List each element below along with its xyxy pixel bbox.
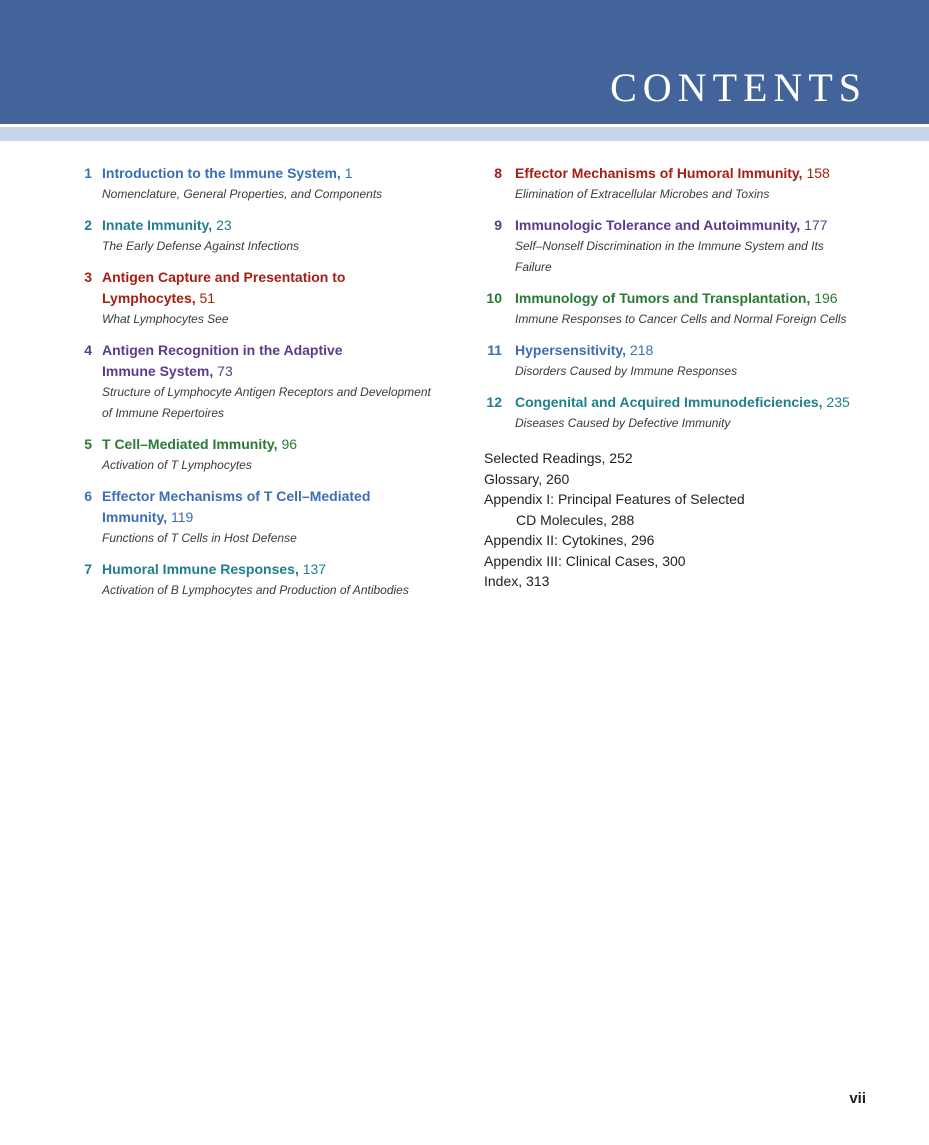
chapter-title-line-2: Immune System, [102, 363, 214, 379]
chapter-subtitle-line-1: Structure of Lymphocyte Antigen Receptors and Development [102, 385, 431, 399]
chapter-page: 51 [199, 290, 216, 306]
chapter-number: 2 [84, 217, 92, 233]
chapter-subtitle: Diseases Caused by Defective Immunity [515, 416, 731, 430]
chapter-title[interactable] [515, 215, 884, 236]
back-matter-item[interactable]: Index, 313 [484, 573, 550, 589]
chapter-page: 73 [217, 363, 233, 379]
toc-entry-chapter-8[interactable] [484, 163, 884, 205]
back-matter-item[interactable]: Appendix III: Clinical Cases, 300 [484, 552, 686, 569]
chapter-subtitle: Nomenclature, General Properties, and Components [102, 187, 383, 201]
chapter-number: 8 [494, 165, 502, 181]
toc-entry-chapter-10[interactable] [484, 288, 884, 330]
chapter-page: 235 [826, 394, 850, 410]
toc-entry-chapter-3[interactable] [78, 267, 458, 330]
chapter-subtitle: Activation of B Lymphocytes and Production of Antibodies [102, 583, 409, 597]
chapter-number: 5 [84, 436, 92, 452]
chapter-title[interactable] [515, 340, 884, 361]
chapter-number: 9 [494, 217, 502, 233]
chapter-page: 96 [281, 436, 298, 452]
chapter-title[interactable] [102, 340, 458, 382]
chapter-number: 11 [487, 342, 502, 358]
toc-entry-chapter-12[interactable] [484, 392, 884, 434]
toc-entry-chapter-9[interactable] [484, 215, 884, 278]
chapter-page: 119 [170, 509, 194, 525]
page-number: vii [849, 1090, 866, 1107]
chapter-page: 196 [814, 290, 838, 306]
toc-entry-chapter-4[interactable] [78, 340, 458, 424]
toc-entry-chapter-2[interactable] [78, 215, 458, 257]
chapter-title[interactable] [102, 559, 458, 580]
toc-entry-chapter-11[interactable] [484, 340, 884, 382]
chapter-subtitle-line-2: Failure [515, 260, 552, 274]
chapter-title[interactable] [102, 215, 458, 236]
chapter-title-text: Congenital and Acquired Immunodeficiencies, [515, 394, 823, 410]
chapter-subtitle: Activation of T Lymphocytes [102, 458, 252, 472]
toc-right-column [484, 163, 884, 592]
chapter-title[interactable] [102, 163, 458, 184]
chapter-title-line-2: Lymphocytes, [102, 290, 196, 306]
chapter-subtitle: Elimination of Extracellular Microbes and Toxins [515, 187, 770, 201]
chapter-number: 4 [84, 342, 92, 358]
chapter-title[interactable] [102, 434, 458, 455]
chapter-page: 177 [804, 217, 828, 233]
chapter-title[interactable] [102, 267, 458, 309]
chapter-number: 3 [84, 269, 92, 285]
chapter-page: 23 [216, 217, 232, 233]
page-title: CONTENTS [610, 65, 867, 110]
toc-entry-chapter-6[interactable] [78, 486, 458, 549]
chapter-subtitle: Immune Responses to Cancer Cells and Normal Foreign Cells [515, 312, 847, 326]
chapter-number: 12 [486, 394, 502, 410]
chapter-subtitle-line-2: of Immune Repertoires [102, 406, 225, 420]
chapter-title-line-1: Effector Mechanisms of T Cell–Mediated [102, 488, 371, 504]
chapter-subtitle: What Lymphocytes See [102, 312, 229, 326]
toc-entry-chapter-1[interactable] [78, 163, 458, 205]
back-matter-item-continued[interactable]: CD Molecules, 288 [516, 511, 635, 528]
header-banner [0, 0, 929, 124]
chapter-subtitle: Functions of T Cells in Host Defense [102, 531, 297, 545]
back-matter-list [484, 448, 884, 592]
chapter-title-text: Hypersensitivity, [515, 342, 627, 358]
chapter-title-text: Humoral Immune Responses, [102, 561, 299, 577]
chapter-number: 7 [84, 561, 92, 577]
chapter-title-text: Introduction to the Immune System, [102, 165, 341, 181]
header-stripe [0, 124, 929, 141]
chapter-title[interactable] [515, 163, 884, 184]
chapter-page: 158 [806, 165, 830, 181]
chapter-title-line-1: Antigen Recognition in the Adaptive [102, 342, 343, 358]
chapter-title-text: Effector Mechanisms of Humoral Immunity, [515, 165, 803, 181]
chapter-title-line-1: Antigen Capture and Presentation to [102, 269, 346, 285]
back-matter-item[interactable]: Appendix II: Cytokines, 296 [484, 532, 655, 548]
chapter-number: 6 [84, 488, 92, 504]
toc-entry-chapter-5[interactable] [78, 434, 458, 476]
chapter-subtitle-line-1: Self–Nonself Discrimination in the Immune System and Its [515, 239, 824, 253]
chapter-title[interactable] [515, 288, 884, 309]
chapter-title-line-2: Immunity, [102, 509, 168, 525]
chapter-title-text: T Cell–Mediated Immunity, [102, 436, 278, 452]
chapter-title-text: Immunologic Tolerance and Autoimmunity, [515, 217, 801, 233]
back-matter-item[interactable]: Appendix I: Principal Features of Selected [484, 491, 745, 507]
chapter-title[interactable] [102, 486, 458, 528]
chapter-number: 1 [84, 165, 92, 181]
chapter-subtitle: The Early Defense Against Infections [102, 239, 299, 253]
chapter-page: 1 [344, 165, 353, 181]
chapter-title[interactable] [515, 392, 884, 413]
chapter-page: 218 [629, 342, 654, 358]
chapter-title-text: Immunology of Tumors and Transplantation, [515, 290, 811, 306]
back-matter-item[interactable]: Glossary, 260 [484, 470, 570, 487]
chapter-title-text: Innate Immunity, [102, 217, 213, 233]
toc-left-column [78, 163, 458, 611]
back-matter-item[interactable]: Selected Readings, 252 [484, 450, 633, 466]
chapter-number: 10 [486, 290, 502, 306]
toc-entry-chapter-7[interactable] [78, 559, 458, 601]
chapter-subtitle: Disorders Caused by Immune Responses [515, 364, 738, 378]
chapter-page: 137 [302, 561, 327, 577]
